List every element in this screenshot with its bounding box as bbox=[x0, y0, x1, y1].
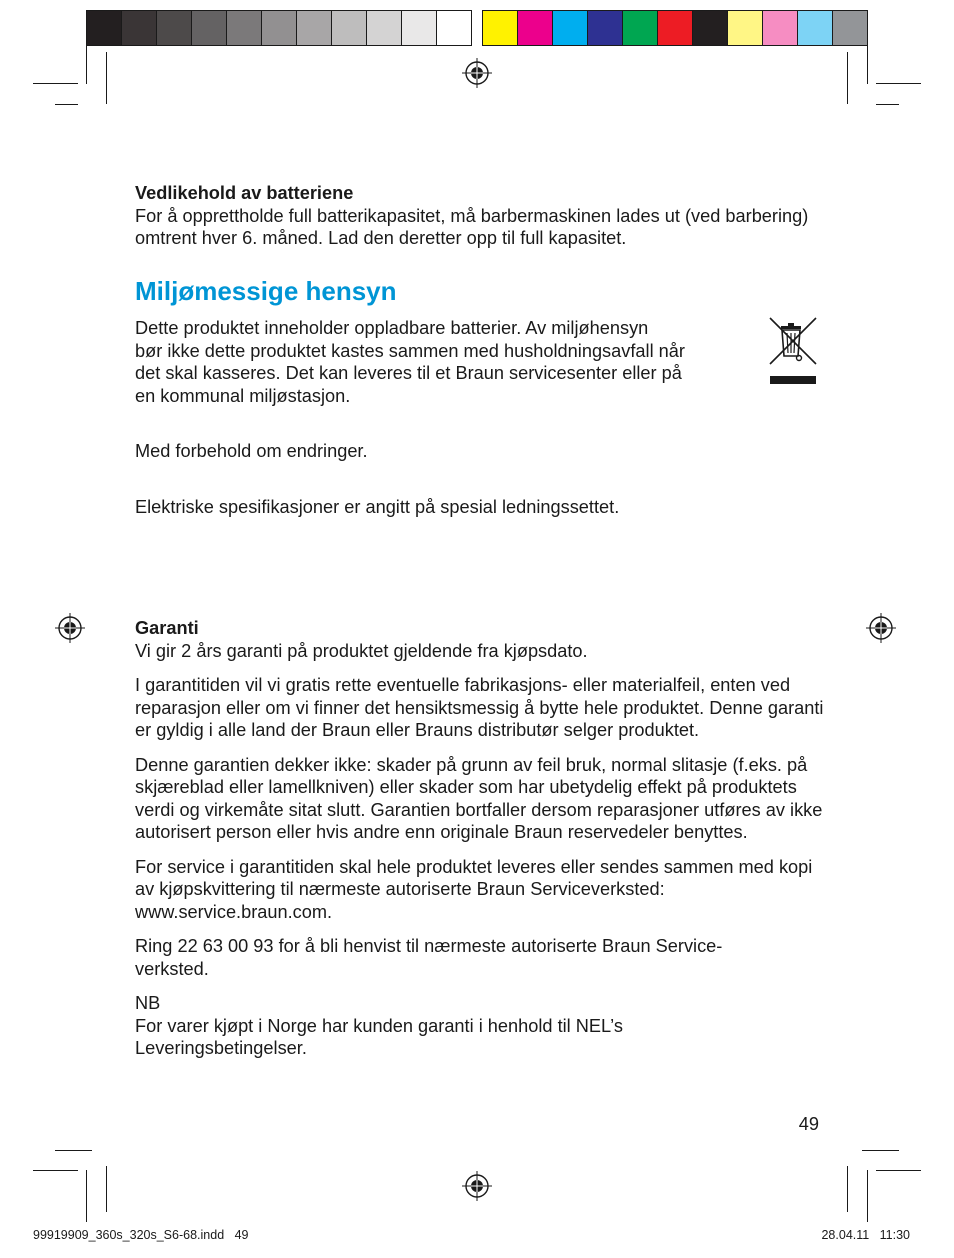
warranty-section bbox=[135, 617, 825, 1060]
slug-file: 99919909_360s_320s_S6-68.indd 49 bbox=[33, 1228, 249, 1242]
crop-mark bbox=[106, 52, 107, 104]
crop-mark bbox=[862, 1150, 899, 1151]
warranty-paragraph: Denne garantien dekker ikke: skader på grunn av feil bruk, normal slitasje (f.eks. på skjæreblad eller lamellkniven) eller skader som har ubetydelig effekt på produktets verdi og virkemåte sitat slutt. Garantien bortfaller dersom reparasjoner utføres av ikke autorisert person eller hvis andre enn originale Braun reservedeler benyttes. bbox=[135, 754, 823, 842]
color-swatch bbox=[727, 10, 763, 46]
crop-mark bbox=[33, 83, 78, 84]
registration-target-icon bbox=[462, 58, 492, 88]
warranty-paragraph: I garantitiden vil vi gratis rette eventuelle fabrikasjons- eller materialfeil, enten ved reparasjon eller om vi finner det hensiktsmessig å bytte hele produktet. Denne garanti er gyldig i alle land der Braun eller Brauns distributør selger produktet. bbox=[135, 675, 824, 740]
color-swatch bbox=[401, 10, 437, 46]
color-swatch bbox=[587, 10, 623, 46]
color-swatch bbox=[366, 10, 402, 46]
battery-section bbox=[135, 182, 825, 250]
battery-heading: Vedlikehold av batteriene bbox=[135, 183, 354, 203]
color-swatch bbox=[622, 10, 658, 46]
color-swatch bbox=[832, 10, 868, 46]
crop-mark bbox=[86, 1170, 87, 1222]
slug-date: 28.04.11 11:30 bbox=[821, 1228, 910, 1242]
crop-mark bbox=[33, 1170, 78, 1171]
registration-target-icon bbox=[866, 613, 896, 643]
crop-mark bbox=[847, 52, 848, 104]
page-number: 49 bbox=[798, 1114, 819, 1134]
color-swatch bbox=[552, 10, 588, 46]
registration-target-icon bbox=[462, 1171, 492, 1201]
environment-heading: Miljømessige hensyn bbox=[135, 276, 397, 306]
nb-text: For varer kjøpt i Norge har kunden garanti i henhold til NEL’s Leveringsbetingelser. bbox=[135, 1015, 623, 1058]
environment-text bbox=[135, 317, 755, 407]
environment-line: en kommunal miljøstasjon. bbox=[135, 385, 351, 406]
color-swatch bbox=[436, 10, 472, 46]
registration-target-icon bbox=[55, 613, 85, 643]
battery-text: For å opprettholde full batterikapasitet, må barbermaskinen lades ut (ved barbering) omtrent hver 6. måned. Lad den deretter opp til full kapasitet. bbox=[135, 205, 809, 248]
crop-mark bbox=[106, 1166, 107, 1212]
color-swatch bbox=[762, 10, 798, 46]
color-swatch bbox=[121, 10, 157, 46]
crop-mark bbox=[876, 104, 899, 105]
gray-color-bar bbox=[86, 10, 471, 46]
color-swatch bbox=[86, 10, 122, 46]
warranty-intro: Vi gir 2 års garanti på produktet gjeldende fra kjøpsdato. bbox=[135, 640, 588, 661]
crop-mark bbox=[867, 34, 868, 84]
color-swatch bbox=[226, 10, 262, 46]
crop-mark bbox=[55, 1150, 92, 1151]
color-swatch bbox=[797, 10, 833, 46]
color-swatch bbox=[482, 10, 518, 46]
warranty-heading: Garanti bbox=[135, 618, 199, 638]
color-swatch bbox=[657, 10, 693, 46]
crop-mark bbox=[55, 104, 78, 105]
color-swatch bbox=[191, 10, 227, 46]
crop-mark bbox=[867, 1170, 868, 1222]
environment-line: det skal kasseres. Det kan leveres til et Braun servicesenter eller på bbox=[135, 363, 682, 383]
color-swatch bbox=[692, 10, 728, 46]
color-swatch bbox=[331, 10, 367, 46]
environment-line: Dette produktet inneholder oppladbare batterier. Av miljøhensyn bbox=[135, 318, 649, 338]
warranty-paragraph: For service i garantitiden skal hele produktet leveres eller sendes sammen med kopi av kjøpskvittering til nærmeste autoriserte Braun Serviceverksted: www.service.braun.com. bbox=[135, 856, 813, 922]
crop-mark bbox=[876, 1170, 921, 1171]
crop-mark bbox=[847, 1166, 848, 1212]
color-swatch bbox=[261, 10, 297, 46]
crossed-out-wheelie-bin-icon bbox=[768, 316, 818, 388]
process-color-bar bbox=[482, 10, 867, 46]
changes-note: Med forbehold om endringer. bbox=[135, 441, 368, 461]
warranty-paragraph: Ring 22 63 00 93 for å bli henvist til nærmeste autoriserte Braun Service-verksted. bbox=[135, 936, 723, 979]
color-swatch bbox=[156, 10, 192, 46]
color-swatch bbox=[517, 10, 553, 46]
nb-label: NB bbox=[135, 993, 161, 1013]
electrical-note: Elektriske spesifikasjoner er angitt på spesial ledningssettet. bbox=[135, 497, 620, 517]
crop-mark bbox=[86, 34, 87, 84]
crop-mark bbox=[876, 83, 921, 84]
color-swatch bbox=[296, 10, 332, 46]
environment-line: bør ikke dette produktet kastes sammen med husholdningsavfall når bbox=[135, 340, 685, 361]
